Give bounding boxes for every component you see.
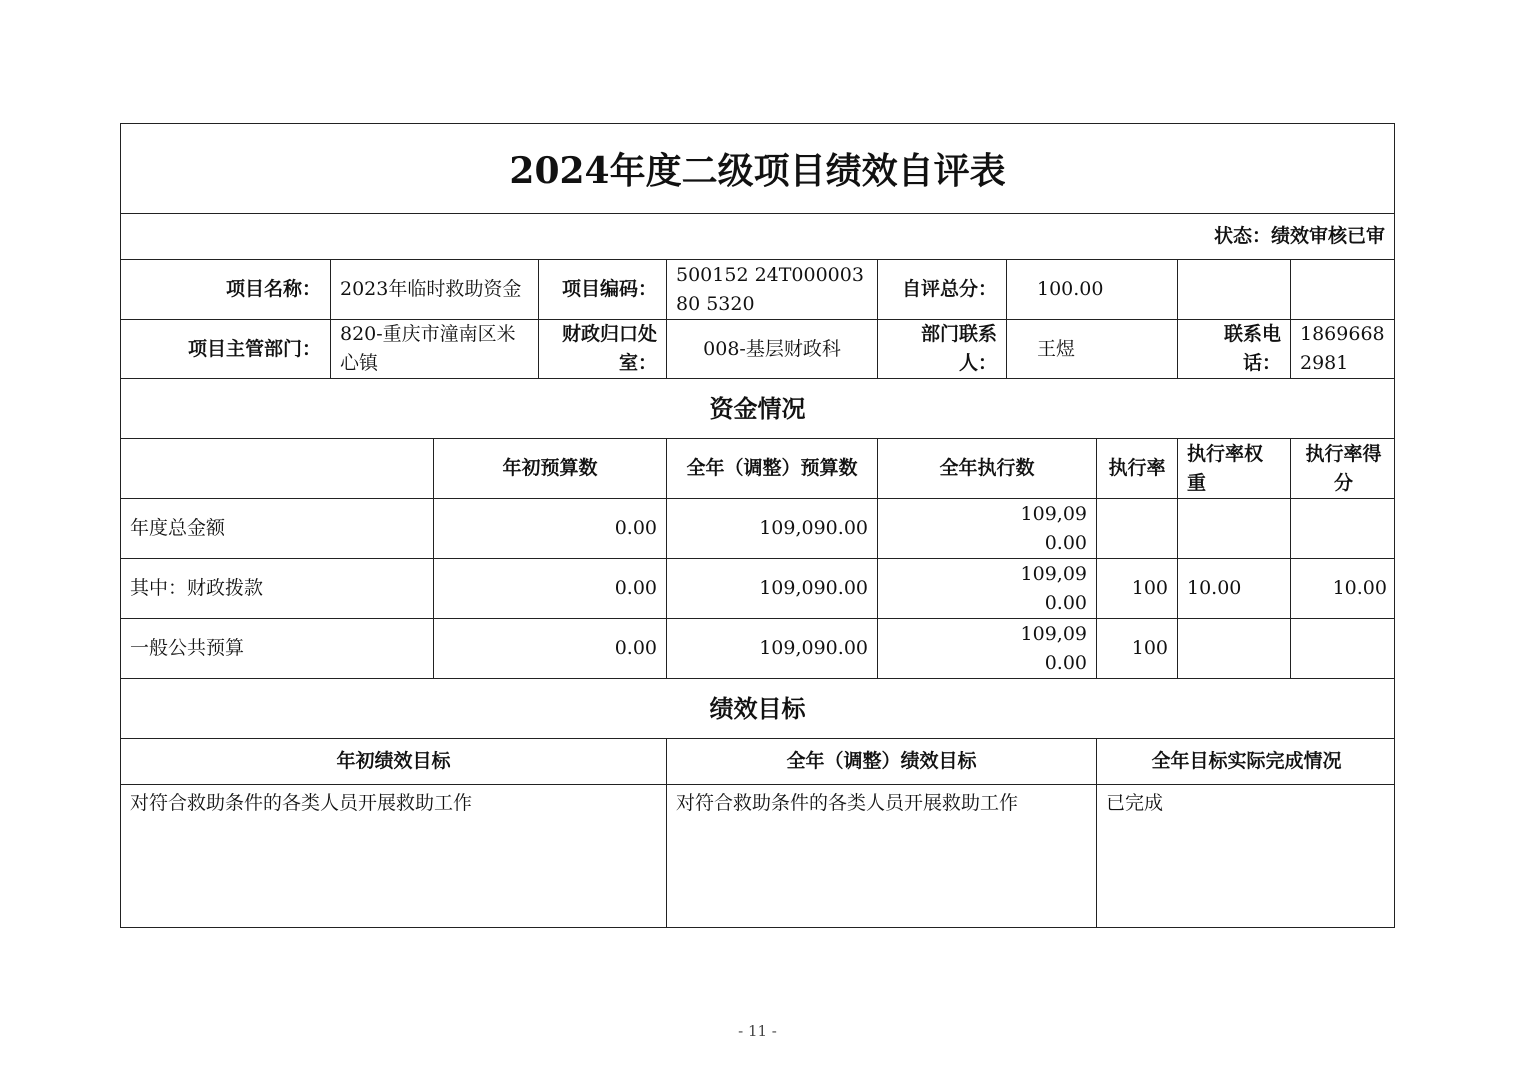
phone-value: 18696682981 xyxy=(1290,320,1396,378)
funds-header-row xyxy=(121,438,1394,498)
header-initial-goal: 年初绩效目标 xyxy=(336,750,451,772)
status-badge: 状态：绩效审核已审 xyxy=(1213,225,1385,247)
info-row-1 xyxy=(121,259,1394,319)
evaluation-table xyxy=(120,123,1395,928)
header-rate: 执行率 xyxy=(1096,439,1177,498)
row-rate xyxy=(1096,499,1177,558)
row-weight xyxy=(1177,499,1290,558)
row-initial: 0.00 xyxy=(433,559,666,618)
header-adjusted-budget: 全年（调整）预算数 xyxy=(666,439,877,498)
header-adjusted-goal: 全年（调整）绩效目标 xyxy=(666,739,1096,784)
goals-header-row xyxy=(121,738,1394,784)
row-label: 其中：财政拨款 xyxy=(130,577,264,599)
funds-header-blank xyxy=(121,439,433,498)
row-rate: 100 xyxy=(1096,559,1177,618)
empty-cell xyxy=(1177,260,1290,319)
score-value: 100.00 xyxy=(1006,260,1177,319)
row-initial: 0.00 xyxy=(433,619,666,678)
empty-cell xyxy=(1290,260,1396,319)
dept-value: 820-重庆市潼南区米心镇 xyxy=(330,320,538,378)
row-executed: 109,090.00 xyxy=(877,559,1096,618)
dept-label: 项目主管部门： xyxy=(187,337,321,360)
table-row xyxy=(121,558,1394,618)
status-row xyxy=(121,213,1394,259)
project-name-label: 项目名称： xyxy=(225,278,321,300)
row-adjusted: 109,090.00 xyxy=(666,499,877,558)
header-initial-budget: 年初预算数 xyxy=(433,439,666,498)
row-executed: 109,090.00 xyxy=(877,499,1096,558)
header-rate-weight: 执行率权重 xyxy=(1177,439,1290,498)
goals-section-row xyxy=(121,678,1394,738)
project-name-value: 2023年临时救助资金 xyxy=(330,260,538,319)
finance-office-value: 008-基层财政科 xyxy=(666,320,877,378)
row-adjusted: 109,090.00 xyxy=(666,619,877,678)
completion-text: 已完成 xyxy=(1096,785,1396,928)
project-code-label: 项目编码： xyxy=(538,260,666,319)
row-score: 10.00 xyxy=(1290,559,1396,618)
info-row-2 xyxy=(121,319,1394,378)
contact-label: 部门联系人： xyxy=(877,320,1006,378)
score-label: 自评总分： xyxy=(877,260,1006,319)
header-executed: 全年执行数 xyxy=(877,439,1096,498)
funds-section-title: 资金情况 xyxy=(709,394,806,423)
header-rate-score: 执行率得分 xyxy=(1290,439,1396,498)
row-weight: 10.00 xyxy=(1177,559,1290,618)
table-row xyxy=(121,618,1394,678)
goals-section-title: 绩效目标 xyxy=(709,694,806,723)
row-weight xyxy=(1177,619,1290,678)
goals-content-row xyxy=(121,784,1394,928)
page-title: 2024年度二级项目绩效自评表 xyxy=(509,150,1006,192)
initial-goal-text: 对符合救助条件的各类人员开展救助工作 xyxy=(130,792,473,814)
row-score xyxy=(1290,619,1396,678)
contact-value: 王煜 xyxy=(1006,320,1177,378)
row-rate: 100 xyxy=(1096,619,1177,678)
row-adjusted: 109,090.00 xyxy=(666,559,877,618)
project-code-value: 500152 24T00000380 5320 xyxy=(666,260,877,319)
funds-section-row xyxy=(121,378,1394,438)
row-label: 年度总金额 xyxy=(130,517,226,539)
row-executed: 109,090.00 xyxy=(877,619,1096,678)
adjusted-goal-text: 对符合救助条件的各类人员开展救助工作 xyxy=(666,785,1096,928)
phone-label: 联系电话： xyxy=(1177,320,1290,378)
table-row xyxy=(121,498,1394,558)
row-initial: 0.00 xyxy=(433,499,666,558)
header-completion: 全年目标实际完成情况 xyxy=(1096,739,1396,784)
row-score xyxy=(1290,499,1396,558)
page-number: - 11 - xyxy=(738,1022,777,1040)
row-label: 一般公共预算 xyxy=(130,637,245,659)
finance-office-label: 财政归口处室： xyxy=(538,320,666,378)
